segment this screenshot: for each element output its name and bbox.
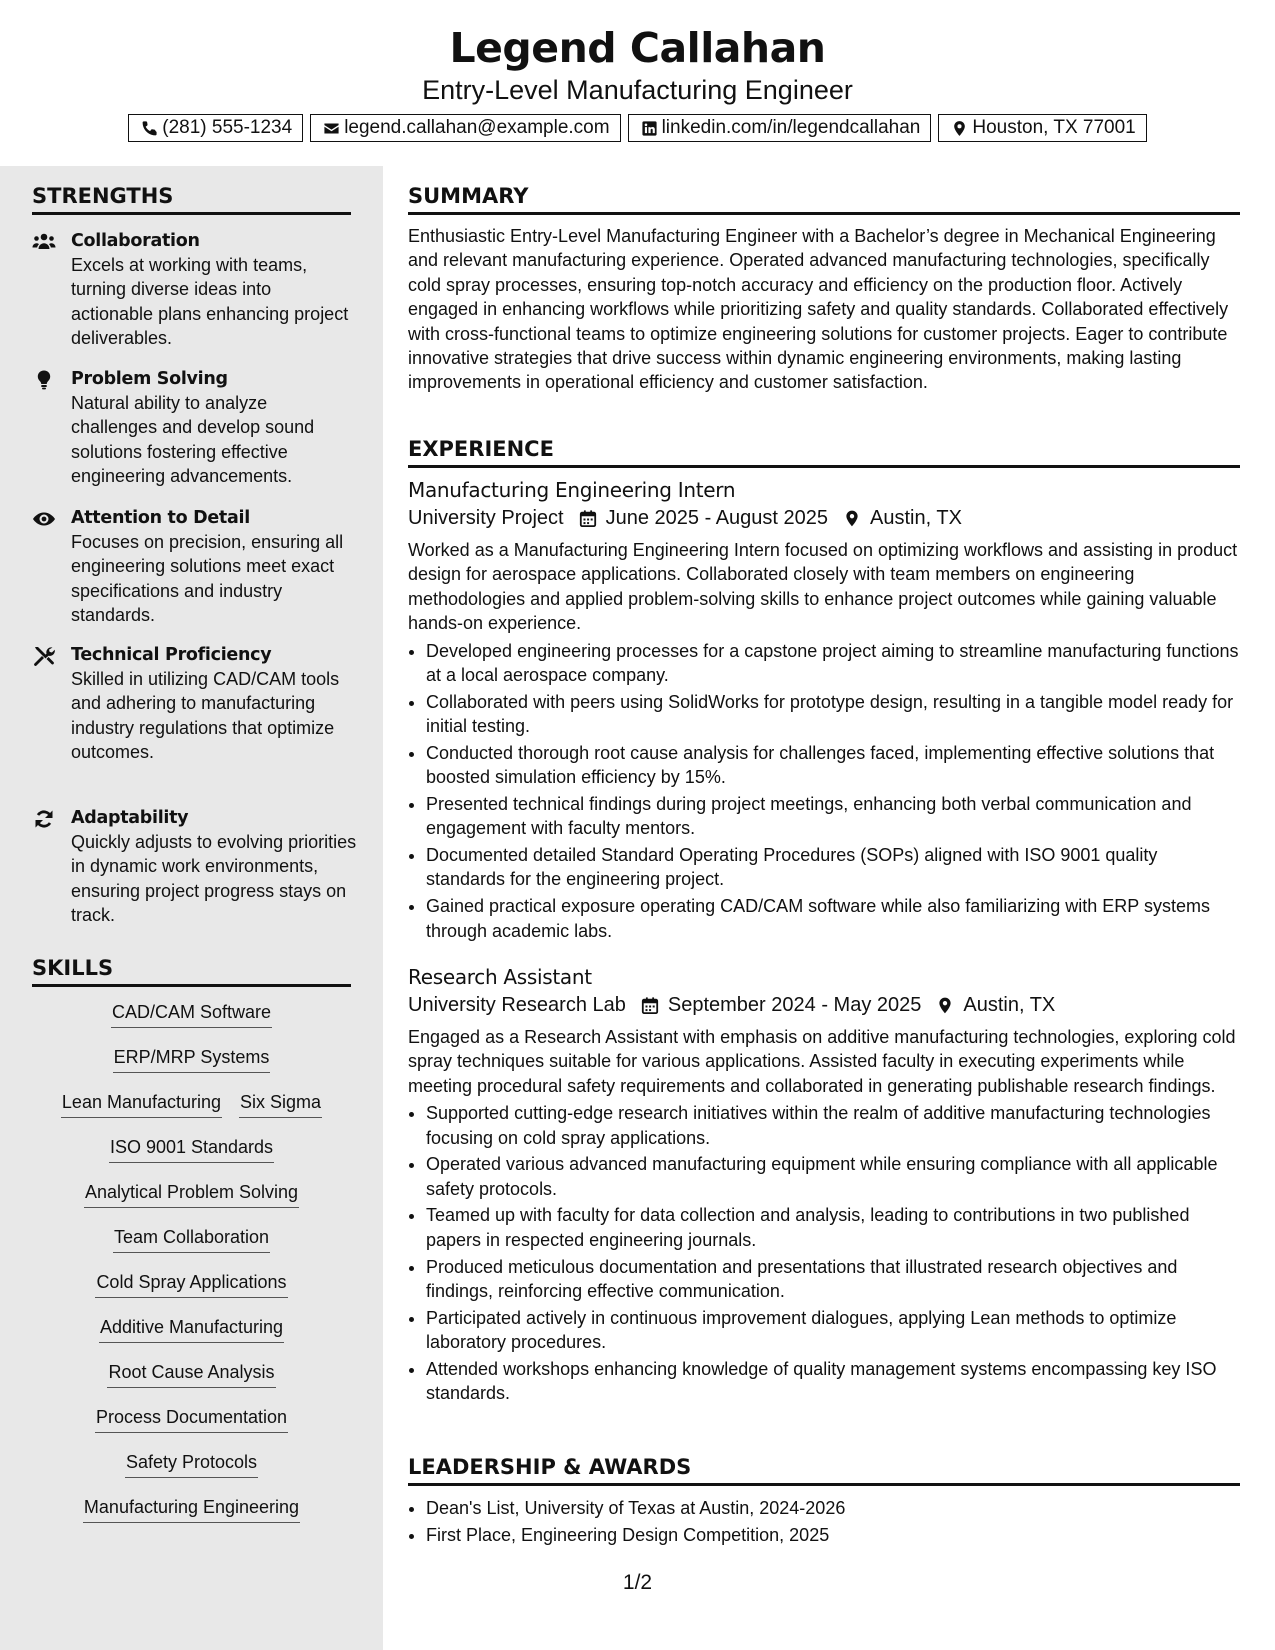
job-dates: September 2024 - May 2025 bbox=[667, 994, 922, 1016]
calendar-icon bbox=[579, 509, 597, 528]
sync-icon bbox=[32, 809, 56, 829]
contact-location-text: Houston, TX 77001 bbox=[972, 117, 1136, 138]
job-meta bbox=[408, 991, 1240, 1019]
skill-tag: Manufacturing Engineering bbox=[83, 1495, 300, 1523]
strength-title: Problem Solving bbox=[71, 369, 228, 389]
job-bullet: • Teamed up with faculty for data collection and analysis, leading to contributions in two published papers in respected engineering journals. bbox=[426, 1203, 1240, 1252]
job-title: Research Assistant bbox=[408, 965, 592, 989]
linkedin-icon bbox=[641, 120, 658, 137]
job-description: Worked as a Manufacturing Engineering Intern focused on optimizing workflows and assisting in product design for aerospace applications. Collaborated closely with team members on engineering methodologies and applied problem-solving skills to enhance project outcomes while gaining valuable hands-on experience. bbox=[408, 540, 1238, 634]
job-bullet: • Participated actively in continuous improvement dialogues, applying Lean methods to optimize laboratory procedures. bbox=[426, 1306, 1240, 1355]
skills-heading: SKILLS bbox=[32, 955, 351, 987]
job-location: Austin, TX bbox=[870, 507, 962, 529]
strength-desc: Excels at working with teams, turning diverse ideas into actionable plans enhancing project deliverables. bbox=[71, 255, 349, 348]
page-number: 1/2 bbox=[622, 1571, 653, 1594]
job-bullet: • Collaborated with peers using SolidWorks for prototype design, resulting in a tangible model ready for initial testing. bbox=[426, 690, 1240, 739]
strength-item-attention-to-detail bbox=[32, 506, 357, 627]
strength-desc: Natural ability to analyze challenges and develop sound solutions fostering effective engineering advancements. bbox=[71, 393, 315, 486]
job-dates: June 2025 - August 2025 bbox=[605, 507, 829, 529]
strength-desc: Focuses on precision, ensuring all engineering solutions meet exact specifications and industry standards. bbox=[71, 532, 344, 625]
contact-bar bbox=[0, 114, 1275, 142]
strength-title: Adaptability bbox=[71, 808, 189, 828]
job-bullets bbox=[408, 639, 1240, 943]
strength-title: Attention to Detail bbox=[71, 508, 250, 528]
contact-phone[interactable] bbox=[128, 114, 303, 142]
award-item: • First Place, Engineering Design Competition, 2025 bbox=[426, 1523, 1240, 1547]
strength-title: Technical Proficiency bbox=[71, 645, 272, 665]
job-bullet: • Supported cutting-edge research initiatives within the realm of additive manufacturing technologies focusing on cold spray applications. bbox=[426, 1101, 1240, 1150]
job-bullets bbox=[408, 1101, 1240, 1405]
skill-tag: Analytical Problem Solving bbox=[84, 1180, 299, 1208]
skill-tag: ISO 9001 Standards bbox=[109, 1135, 274, 1163]
job-meta bbox=[408, 504, 1240, 532]
candidate-title: Entry-Level Manufacturing Engineer bbox=[422, 75, 853, 105]
strength-desc: Quickly adjusts to evolving priorities in dynamic work environments, ensuring project progress stays on track. bbox=[71, 832, 357, 925]
job-bullet: • Gained practical exposure operating CAD/CAM software while also familiarizing with ERP systems through academic labs. bbox=[426, 894, 1240, 943]
strength-item-collaboration bbox=[32, 229, 357, 350]
job-bullet: • Operated various advanced manufacturing equipment while ensuring compliance with all applicable safety protocols. bbox=[426, 1152, 1240, 1201]
contact-phone-text: (281) 555-1234 bbox=[162, 117, 293, 138]
strength-desc: Skilled in utilizing CAD/CAM tools and adhering to manufacturing industry regulations that optimize outcomes. bbox=[71, 669, 340, 762]
summary-text: Enthusiastic Entry-Level Manufacturing Engineer with a Bachelor’s degree in Mechanical Engineering and relevant manufacturing experience. Operated advanced manufacturing technologies, specifically cold spray processes, ensuring top-notch accuracy and efficiency on the production floor. Actively engaged in enhancing workflows while prioritizing safety and quality standards. Collaborated effectively with cross-functional teams to optimize engineering solutions for customer projects. Eager to contribute innovative strategies that drive success within dynamic engineering environments, making lasting improvements in operational efficiency and customer satisfaction. bbox=[408, 226, 1229, 393]
map-pin-icon bbox=[951, 120, 968, 137]
skills-list bbox=[32, 1000, 351, 1540]
tools-icon bbox=[32, 646, 56, 666]
contact-linkedin[interactable] bbox=[628, 114, 932, 142]
job-entry-research bbox=[408, 963, 1240, 1408]
contact-email-text: legend.callahan@example.com bbox=[344, 117, 610, 138]
contact-email[interactable] bbox=[310, 114, 620, 142]
leadership-list bbox=[408, 1496, 1240, 1549]
job-location: Austin, TX bbox=[963, 994, 1056, 1016]
job-bullet: • Attended workshops enhancing knowledge of quality management systems encompassing key ISO standards. bbox=[426, 1357, 1240, 1406]
leadership-heading: LEADERSHIP & AWARDS bbox=[408, 1454, 1240, 1486]
skill-tag: ERP/MRP Systems bbox=[113, 1045, 271, 1073]
experience-heading: EXPERIENCE bbox=[408, 436, 1240, 468]
job-bullet: • Presented technical findings during project meetings, enhancing both verbal communication and engagement with faculty mentors. bbox=[426, 792, 1240, 841]
skill-tag: Process Documentation bbox=[95, 1405, 288, 1433]
strength-item-adaptability bbox=[32, 806, 357, 927]
users-icon bbox=[32, 232, 56, 252]
calendar-icon bbox=[641, 996, 659, 1015]
contact-location[interactable] bbox=[938, 114, 1146, 142]
strength-title: Collaboration bbox=[71, 231, 200, 251]
phone-icon bbox=[141, 120, 158, 137]
job-bullet: • Documented detailed Standard Operating Procedures (SOPs) aligned with ISO 9001 quality standards for the engineering project. bbox=[426, 843, 1240, 892]
skill-tag: Safety Protocols bbox=[125, 1450, 258, 1478]
map-pin-icon bbox=[936, 996, 954, 1015]
job-entry-intern bbox=[408, 476, 1240, 945]
job-description: Engaged as a Research Assistant with emphasis on additive manufacturing technologies, exploring cold spray techniques suitable for various applications. Assisted faculty in executing experiments while meeting procedural safety requirements and collaborated in generating publishable research findings. bbox=[408, 1027, 1236, 1096]
skill-tag: Additive Manufacturing bbox=[99, 1315, 284, 1343]
job-org: University Research Lab bbox=[408, 994, 626, 1016]
job-title: Manufacturing Engineering Intern bbox=[408, 478, 736, 502]
lightbulb-icon bbox=[32, 370, 56, 390]
job-org: University Project bbox=[408, 507, 564, 529]
job-bullet: • Produced meticulous documentation and presentations that illustrated research objectives and findings, reinforcing effective communication. bbox=[426, 1255, 1240, 1304]
award-item: • Dean's List, University of Texas at Austin, 2024-2026 bbox=[426, 1496, 1240, 1520]
skill-tag: Cold Spray Applications bbox=[95, 1270, 287, 1298]
skill-tag: Root Cause Analysis bbox=[107, 1360, 275, 1388]
strength-item-problem-solving bbox=[32, 367, 357, 488]
job-bullet: • Conducted thorough root cause analysis for challenges faced, implementing effective solutions that boosted simulation efficiency by 15%. bbox=[426, 741, 1240, 790]
skill-tag: Lean Manufacturing bbox=[61, 1090, 222, 1118]
job-bullet: • Developed engineering processes for a capstone project aiming to streamline manufacturing functions at a local aerospace company. bbox=[426, 639, 1240, 688]
candidate-name: Legend Callahan bbox=[449, 24, 826, 72]
summary-heading: SUMMARY bbox=[408, 183, 1240, 215]
eye-icon bbox=[32, 509, 56, 529]
skill-tag: CAD/CAM Software bbox=[111, 1000, 272, 1028]
skill-tag: Team Collaboration bbox=[113, 1225, 270, 1253]
strength-item-technical-proficiency bbox=[32, 643, 357, 764]
strengths-heading: STRENGTHS bbox=[32, 183, 351, 215]
contact-linkedin-text: linkedin.com/in/legendcallahan bbox=[661, 117, 921, 138]
map-pin-icon bbox=[843, 509, 861, 528]
envelope-icon bbox=[323, 120, 340, 137]
skill-tag: Six Sigma bbox=[239, 1090, 322, 1118]
